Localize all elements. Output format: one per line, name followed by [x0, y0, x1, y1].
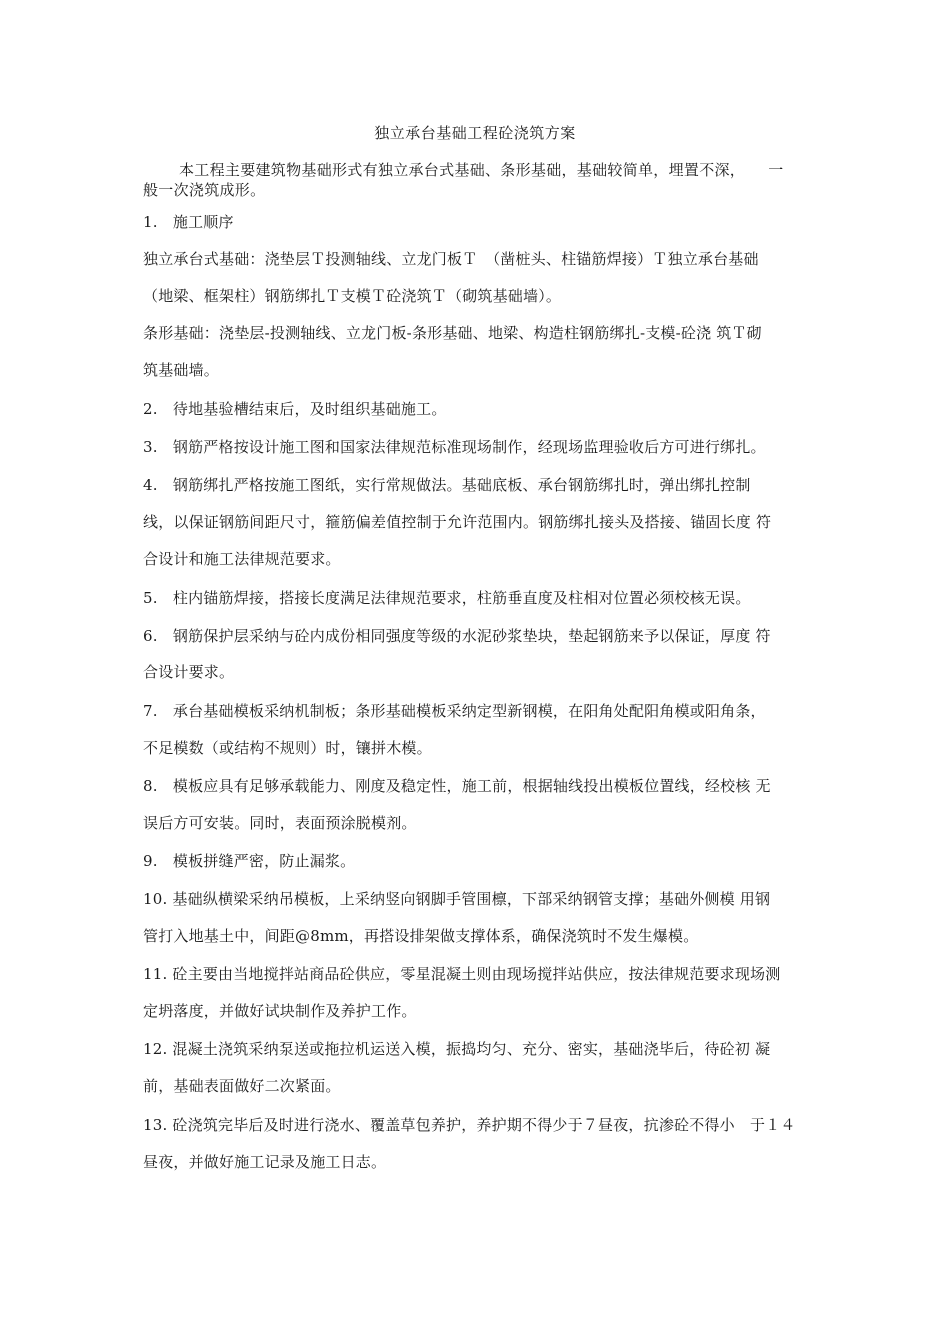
- body-line: 线，以保证钢筋间距尺寸，箍筋偏差值控制于允许范围内。钢筋绑扎接头及搭接、锚固长度 符: [143, 513, 772, 531]
- body-line: 4. 钢筋绑扎严格按施工图纸，实行常规做法。基础底板、承台钢筋绑扎时，弹出绑扎控制: [143, 476, 751, 494]
- body-line: 7. 承台基础模板采纳机制板；条形基础模板采纳定型新钢模，在阳角处配阳角模或阳角条，: [143, 702, 766, 720]
- body-line: 5. 柱内锚筋焊接，搭接长度满足法律规范要求，柱筋垂直度及柱相对位置必须校核无误。: [143, 589, 751, 607]
- body-line: 12. 混凝土浇筑采纳泵送或拖拉机运送入模，振捣均匀、充分、密实，基础浇毕后，待砼初 凝: [143, 1040, 771, 1058]
- body-line: 合设计和施工法律规范要求。: [143, 550, 341, 568]
- body-line: 2. 待地基验槽结束后，及时组织基础施工。: [143, 400, 447, 418]
- body-line: 定坍落度，并做好试块制作及养护工作。: [143, 1002, 417, 1020]
- body-line: 条形基础：浇垫层-投测轴线、立龙门板-条形基础、地梁、构造柱钢筋绑扎-支模-砼浇 筑Ｔ砌: [143, 324, 762, 342]
- body-line: 8. 模板应具有足够承载能力、刚度及稳定性，施工前，根据轴线投出模板位置线，经校核 无: [143, 777, 771, 795]
- body-line: 合设计要求。: [143, 663, 235, 681]
- body-line: 11. 砼主要由当地搅拌站商品砼供应，零星混凝土则由现场搅拌站供应，按法律规范要求现场测: [143, 965, 781, 983]
- body-line: 9. 模板拼缝严密，防止漏浆。: [143, 852, 356, 870]
- body-line: 前，基础表面做好二次紧面。: [143, 1077, 341, 1095]
- body-line: 13. 砼浇筑完毕后及时进行浇水、覆盖草包养护，养护期不得少于７昼夜，抗渗砼不得小 于１４: [143, 1116, 796, 1134]
- body-line: 6. 钢筋保护层采纳与砼内成份相同强度等级的水泥砂浆垫块，垫起钢筋来予以保证，厚度 符: [143, 627, 771, 645]
- intro-line-1: [143, 160, 818, 180]
- intro-paragraph: [143, 160, 818, 200]
- body-line: 误后方可安装。同时，表面预涂脱模剂。: [143, 814, 417, 832]
- intro-line-1-text: 本工程主要建筑物基础形式有独立承台式基础、条形基础，基础较简单，埋置不深， 一: [179, 161, 784, 179]
- body-line: 管打入地基土中，间距@8mm，再搭设排架做支撑体系，确保浇筑时不发生爆模。: [143, 927, 699, 945]
- body-line: 筑基础墙。: [143, 361, 220, 379]
- body-line: 昼夜，并做好施工记录及施工日志。: [143, 1153, 387, 1171]
- document-title: 独立承台基础工程砼浇筑方案: [374, 124, 576, 142]
- body-line: （地梁、框架柱）钢筋绑扎Ｔ支模Ｔ砼浇筑Ｔ（砌筑基础墙）。: [143, 287, 562, 305]
- body-line: 1. 施工顺序: [143, 213, 234, 231]
- intro-line-2: 般一次浇筑成形。: [143, 181, 266, 199]
- body-line: 10. 基础纵横梁采纳吊模板，上采纳竖向钢脚手管围檩，下部采纳钢管支撑；基础外侧模 用钢: [143, 890, 771, 908]
- body-line: 独立承台式基础：浇垫层Ｔ投测轴线、立龙门板Ｔ （凿桩头、柱锚筋焊接）Ｔ独立承台基础: [143, 250, 759, 268]
- body-line: 3. 钢筋严格按设计施工图和国家法律规范标准现场制作，经现场监理验收后方可进行绑扎。: [143, 438, 766, 456]
- body-line: 不足模数（或结构不规则）时，镶拼木模。: [143, 739, 432, 757]
